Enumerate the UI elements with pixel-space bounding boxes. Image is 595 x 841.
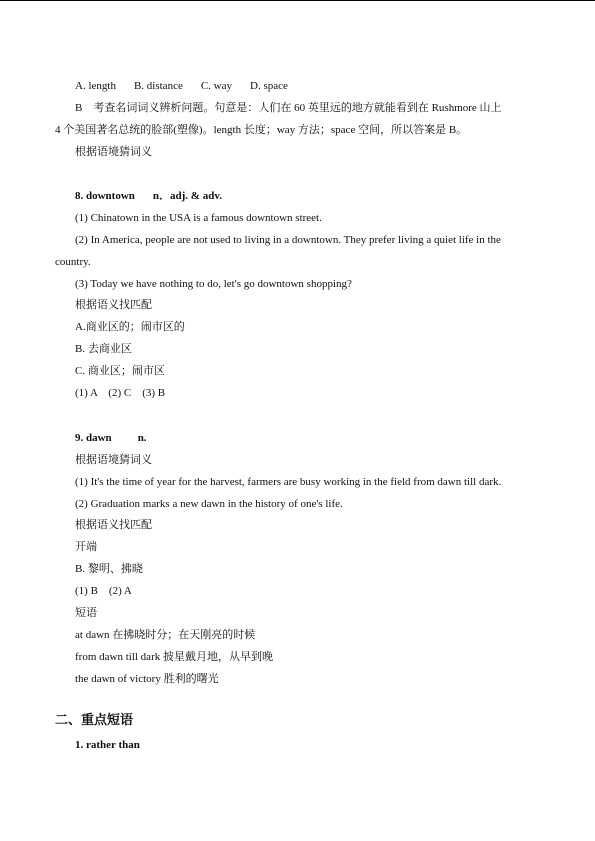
item9-heading [75,431,147,445]
guess-by-context-label: 根据语境猜词义 [75,146,152,158]
item8-option-a: A.商业区的；闹市区的 [75,321,185,333]
item9-answers: (1) B (2) A [75,585,132,597]
item9-sentence-1: (1) It's the time of year for the harvest, farmers are busy working in the field from dawn till dark. [75,476,502,488]
item9-pos: n. [137,432,147,444]
item8-sentence-2b: country. [55,256,91,268]
item8-sentence-2a: (2) In America, people are not used to living in a downtown. They prefer living a quiet life in the [75,234,501,246]
explanation-line-1: B 考查名词词义辨析问题。句意是：人们在 60 英里远的地方就能看到在 Rushmore 山上 [75,102,502,114]
item9-sentence-2: (2) Graduation marks a new dawn in the history of one's life. [75,498,343,510]
section2-item-1: 1. rather than [75,739,140,751]
item8-heading [75,189,222,203]
item9-title: 9. dawn [75,432,112,444]
explanation-line-2: 4 个美国著名总统的脸部(塑像)。length 长度；way 方法；space 空间，所以答案是 B。 [55,124,468,136]
section2-heading: 二、重点短语 [55,713,134,728]
item9-option-b: B. 黎明、拂晓 [75,563,143,575]
item8-answers: (1) A (2) C (3) B [75,387,166,399]
option-d: D. space [250,80,288,92]
top-border-rule [0,0,595,1]
item8-pos: n．adj. & adv. [152,190,222,202]
item8-title: 8. downtown [75,190,135,202]
option-a: A. length [75,80,116,92]
item9-phrase-1: at dawn 在拂晓时分；在天刚亮的时候 [75,629,256,641]
item8-option-c: C. 商业区；闹市区 [75,365,165,377]
options-line [75,79,288,93]
item9-match-label: 根据语义找匹配 [75,519,152,531]
item9-phrase-label: 短语 [75,607,97,619]
option-b: B. distance [133,80,183,92]
option-c: C. way [200,80,233,92]
item8-sentence-3: (3) Today we have nothing to do, let's go downtown shopping? [75,278,352,290]
item8-option-b: B. 去商业区 [75,343,132,355]
item9-option-a: 开端 [75,541,97,553]
item8-sentence-1: (1) Chinatown in the USA is a famous downtown street. [75,212,322,224]
item9-phrase-3: the dawn of victory 胜利的曙光 [75,673,219,685]
item9-phrase-2: from dawn till dark 披星戴月地，从早到晚 [75,651,273,663]
item9-guess-label: 根据语境猜词义 [75,454,152,466]
item8-match-label: 根据语义找匹配 [75,299,152,311]
